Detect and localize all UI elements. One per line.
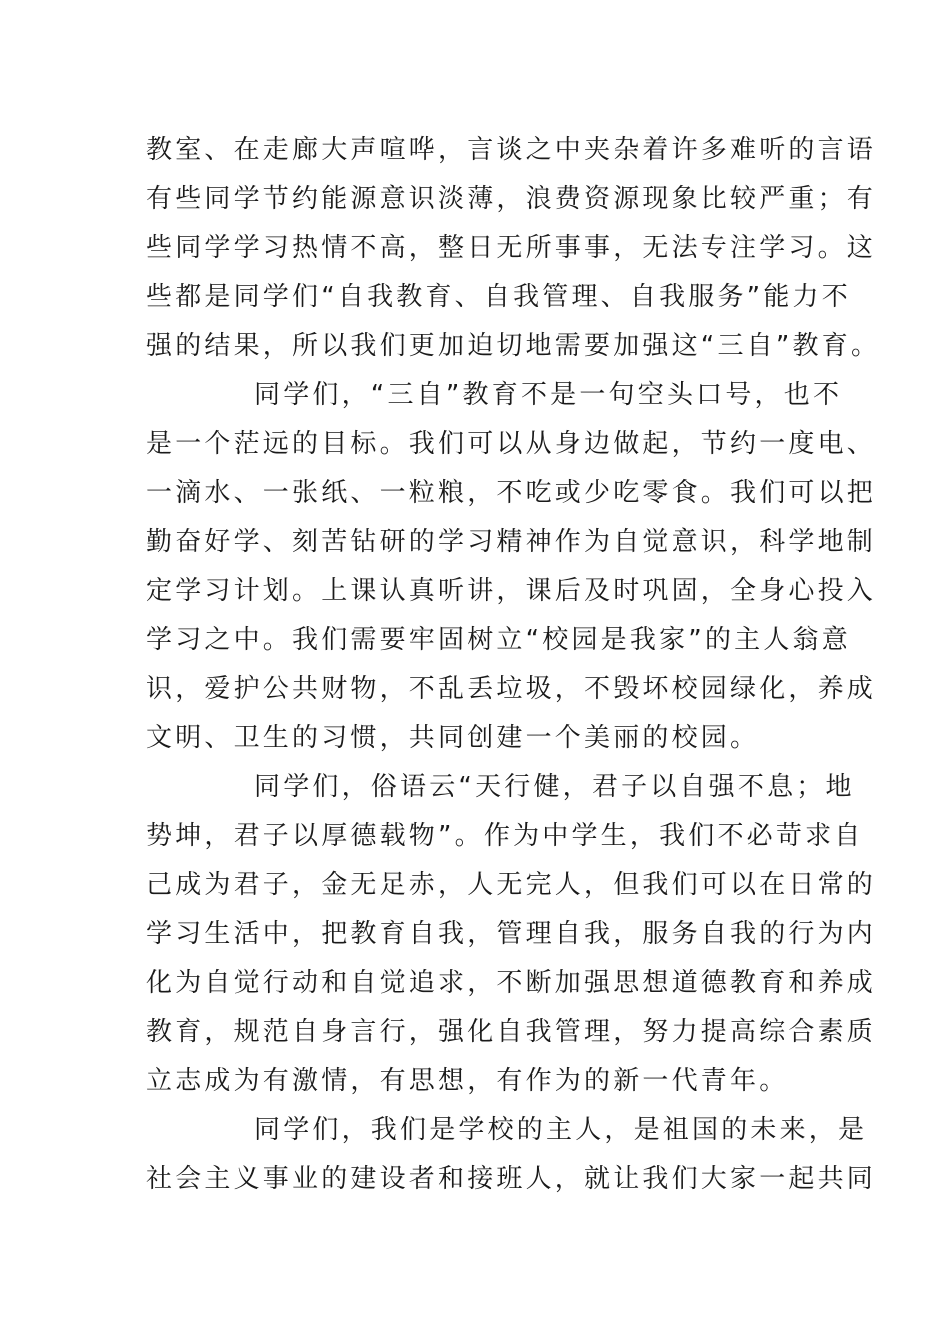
text-line: 识，爱护公共财物，不乱丢垃圾，不毁坏校园绿化，养成 — [146, 674, 877, 704]
text-line: 定学习计划。上课认真听讲，课后及时巩固，全身心投入 — [146, 576, 877, 606]
text-line: 势坤，君子以厚德载物”。作为中学生，我们不必苛求自 — [146, 821, 864, 851]
paragraph-first-line: 同学们，我们是学校的主人，是祖国的未来，是 — [254, 1115, 868, 1145]
text-line: 己成为君子，金无足赤，人无完人，但我们可以在日常的 — [146, 870, 877, 900]
text-line: 一滴水、一张纸、一粒粮，不吃或少吃零食。我们可以把 — [146, 478, 877, 508]
text-line: 学习生活中，把教育自我，管理自我，服务自我的行为内 — [146, 919, 877, 949]
paragraph-first-line: 同学们，“三自”教育不是一句空头口号，也不 — [254, 380, 843, 410]
text-line: 教室、在走廊大声喧哗，言谈之中夹杂着许多难听的言语 — [146, 135, 877, 165]
text-line: 是一个茫远的目标。我们可以从身边做起，节约一度电、 — [146, 429, 877, 459]
paragraph-first-line: 同学们，俗语云“天行健，君子以自强不息；地 — [254, 772, 855, 802]
text-line: 教育，规范自身言行，强化自我管理，努力提高综合素质 — [146, 1017, 877, 1047]
text-line: 社会主义事业的建设者和接班人，就让我们大家一起共同 — [146, 1164, 877, 1194]
text-line: 化为自觉行动和自觉追求，不断加强思想道德教育和养成 — [146, 968, 877, 998]
text-line: 些同学学习热情不高，整日无所事事，无法专注学习。这 — [146, 233, 877, 263]
text-line: 文明、卫生的习惯，共同创建一个美丽的校园。 — [146, 723, 760, 753]
text-line: 立志成为有激情，有思想，有作为的新一代青年。 — [146, 1066, 789, 1096]
body-text — [146, 126, 881, 1204]
text-line: 强的结果，所以我们更加迫切地需要加强这“三自”教育。 — [146, 331, 881, 361]
text-line: 有些同学节约能源意识淡薄，浪费资源现象比较严重；有 — [146, 184, 877, 214]
text-line: 学习之中。我们需要牢固树立“校园是我家”的主人翁意 — [146, 625, 851, 655]
text-line: 勤奋好学、刻苦钻研的学习精神作为自觉意识，科学地制 — [146, 527, 877, 557]
text-line: 些都是同学们“自我教育、自我管理、自我服务”能力不 — [146, 282, 851, 312]
